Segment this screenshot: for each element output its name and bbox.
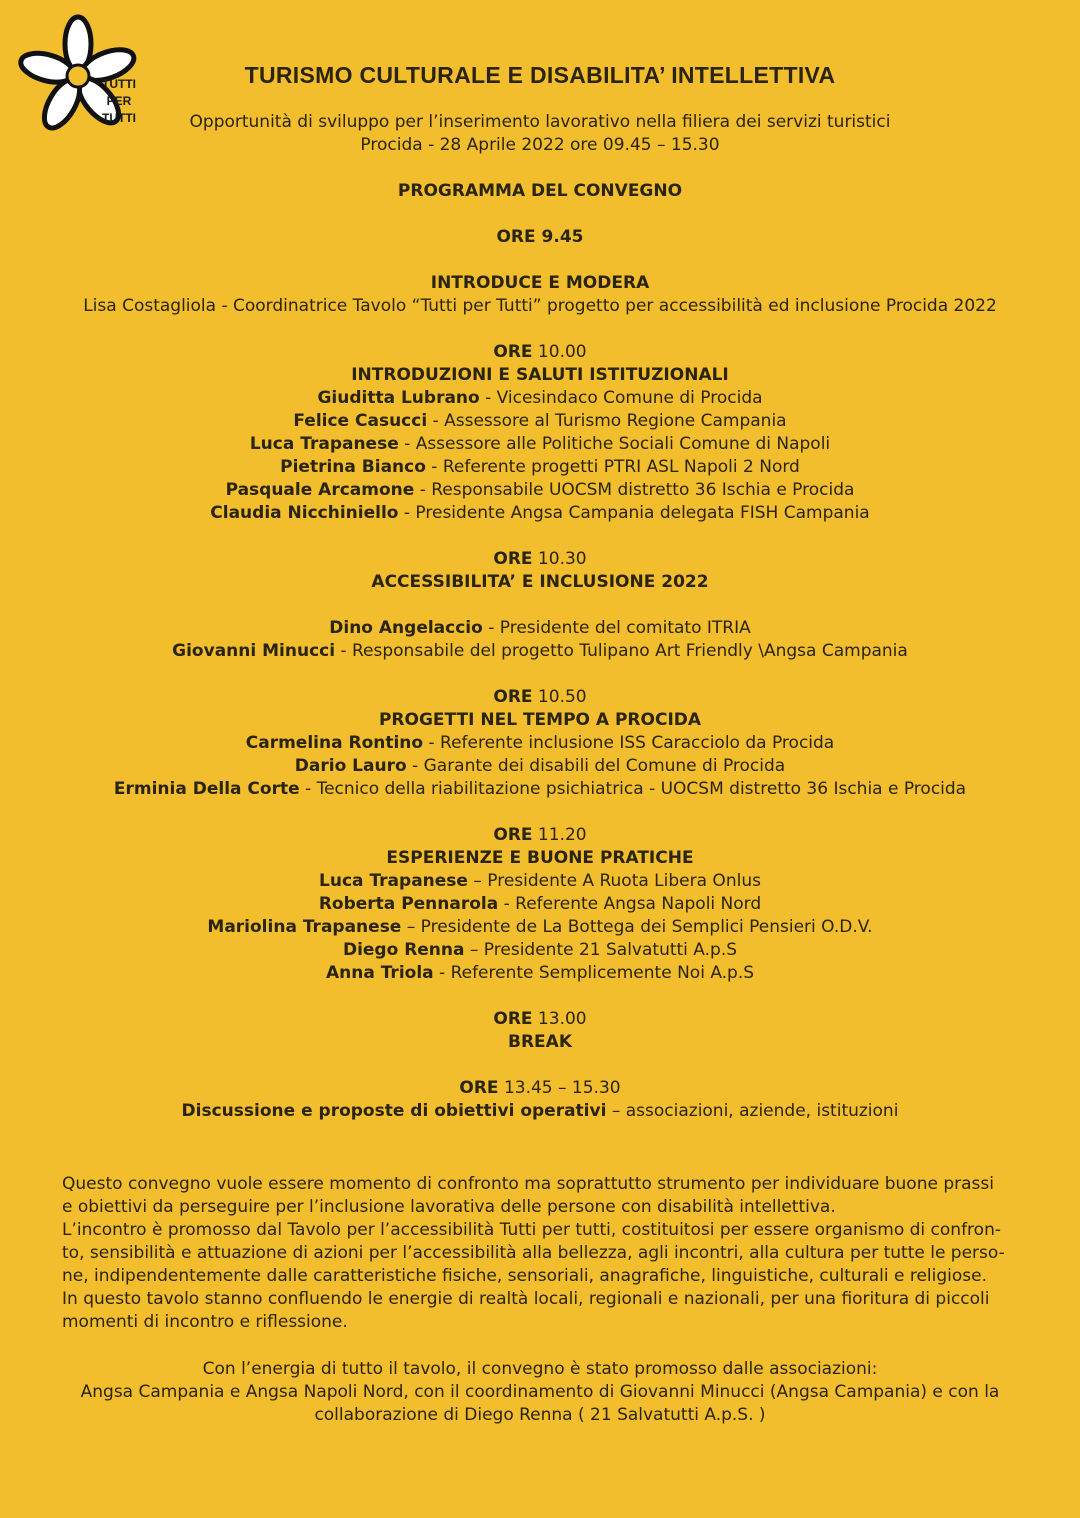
- speaker-name: Diego Renna: [342, 940, 465, 960]
- time-label: ORE: [493, 549, 533, 569]
- speaker-name: Anna Triola: [325, 963, 434, 983]
- speaker-line: [0, 502, 1080, 525]
- paragraph-line: momenti di incontro e riflessione.: [62, 1312, 348, 1332]
- speaker-line: [0, 456, 1080, 479]
- speaker-line: [0, 387, 1080, 410]
- speaker-name: Erminia Della Corte: [113, 779, 300, 799]
- session-time: [0, 548, 1080, 571]
- speaker-role: - Responsabile UOCSM distretto 36 Ischia e Procida: [414, 480, 855, 500]
- time-label: ORE: [493, 1009, 533, 1029]
- speaker-role: - Garante dei disabili del Comune di Procida: [406, 756, 786, 776]
- speaker-role: - Assessore alle Politiche Sociali Comune di Napoli: [398, 434, 831, 454]
- session-title: INTRODUCE E MODERA: [430, 273, 650, 293]
- speaker-line: [0, 939, 1080, 962]
- speaker-name: Felice Casucci: [293, 411, 428, 431]
- session-time: ORE 9.45: [496, 227, 584, 247]
- session-title: ACCESSIBILITA’ E INCLUSIONE 2022: [371, 572, 709, 592]
- time-value: 11.20: [532, 825, 587, 845]
- time-value: 13.45 – 15.30: [498, 1078, 621, 1098]
- speaker-name: Claudia Nicchiniello: [210, 503, 399, 523]
- speaker-line: [0, 640, 1080, 663]
- speaker-name: Dino Angelaccio: [329, 618, 483, 638]
- speaker-line: [0, 962, 1080, 985]
- session-title: INTRODUZIONI E SALUTI ISTITUZIONALI: [351, 365, 729, 385]
- closing-line: Con l’energia di tutto il tavolo, il convegno è stato promosso dalle associazioni:: [202, 1359, 878, 1379]
- speaker-line: [0, 433, 1080, 456]
- subtitle: [0, 111, 1080, 157]
- session-time: [0, 1077, 1080, 1100]
- paragraph-line: e obiettivi da perseguire per l’inclusione lavorativa delle persone con disabilità intellettiva.: [62, 1197, 836, 1217]
- session-title: BREAK: [508, 1032, 572, 1052]
- speaker-name: Pasquale Arcamone: [225, 480, 415, 500]
- session-title: PROGETTI NEL TEMPO A PROCIDA: [378, 710, 702, 730]
- logo-line: PER: [106, 94, 132, 108]
- speaker-role: - Presidente del comitato ITRIA: [482, 618, 751, 638]
- speaker-line: [0, 479, 1080, 502]
- speaker-line: [0, 410, 1080, 433]
- time-label: ORE: [493, 825, 533, 845]
- time-value: 10.50: [532, 687, 587, 707]
- speaker-line: [0, 870, 1080, 893]
- speaker-name: Luca Trapanese: [249, 434, 399, 454]
- paragraph-line: Questo convegno vuole essere momento di confronto ma soprattutto strumento per individuare buone prassi: [62, 1174, 994, 1194]
- session-time: [0, 1008, 1080, 1031]
- logo-line: TUTTI: [102, 111, 136, 125]
- time-value: 10.30: [532, 549, 587, 569]
- paragraph-line: ne, indipendentemente dalle caratteristiche fisiche, sensoriali, anagrafiche, linguistiche, culturali e religiose.: [62, 1266, 987, 1286]
- discussion-title: Discussione e proposte di obiettivi operativi: [181, 1101, 607, 1121]
- page-title: TURISMO CULTURALE E DISABILITA’ INTELLETTIVA: [244, 62, 836, 88]
- time-label: ORE: [459, 1078, 499, 1098]
- speaker-name: Giuditta Lubrano: [317, 388, 480, 408]
- session-time: [0, 824, 1080, 847]
- speaker-role: - Presidente Angsa Campania delegata FISH Campania: [398, 503, 870, 523]
- logo-line: TUTTI: [102, 77, 136, 91]
- subtitle-line: Opportunità di sviluppo per l’inserimento lavorativo nella filiera dei servizi turistici: [189, 112, 891, 132]
- discussion-detail: – associazioni, aziende, istituzioni: [606, 1101, 899, 1121]
- paragraph-line: to, sensibilità e attuazione di azioni per l’accessibilità alla bellezza, agli incontri, alla cultura per tutte le perso-: [62, 1243, 1005, 1263]
- speaker-name: Carmelina Rontino: [245, 733, 424, 753]
- session-time: [0, 341, 1080, 364]
- paragraph-line: In questo tavolo stanno confluendo le energie di realtà locali, regionali e nazionali, per una fioritura di piccoli: [62, 1289, 990, 1309]
- speaker-role: - Vicesindaco Comune di Procida: [479, 388, 763, 408]
- time-value: 10.00: [532, 342, 587, 362]
- program-heading: PROGRAMMA DEL CONVEGNO: [397, 181, 683, 201]
- speaker-role: - Tecnico della riabilitazione psichiatrica - UOCSM distretto 36 Ischia e Procida: [299, 779, 967, 799]
- closing-line: Angsa Campania e Angsa Napoli Nord, con il coordinamento di Giovanni Minucci (Angsa Campania) e con la: [80, 1382, 1000, 1402]
- speaker-role: – Presidente 21 Salvatutti A.p.S: [464, 940, 738, 960]
- header: [0, 60, 1080, 157]
- speaker-line: [0, 755, 1080, 778]
- speaker-role: - Referente Angsa Napoli Nord: [498, 894, 762, 914]
- speaker-role: – Presidente A Ruota Libera Onlus: [467, 871, 761, 891]
- speaker-role: - Responsabile del progetto Tulipano Art Friendly \Angsa Campania: [335, 641, 908, 661]
- speaker-name: Mariolina Trapanese: [207, 917, 402, 937]
- speaker-role: - Referente Semplicemente Noi A.p.S: [433, 963, 755, 983]
- moderator-line: Lisa Costagliola - Coordinatrice Tavolo “Tutti per Tutti” progetto per accessibilità ed inclusione Procida 2022: [83, 296, 997, 316]
- speaker-line: [0, 778, 1080, 801]
- paragraph-line: L’incontro è promosso dal Tavolo per l’accessibilità Tutti per tutti, costituitosi per essere organismo di confron-: [62, 1220, 1001, 1240]
- speaker-role: – Presidente de La Bottega dei Semplici Pensieri O.D.V.: [401, 917, 873, 937]
- time-value: 13.00: [532, 1009, 587, 1029]
- speaker-role: - Assessore al Turismo Regione Campania: [427, 411, 787, 431]
- speaker-name: Luca Trapanese: [319, 871, 468, 891]
- closing-line: collaborazione di Diego Renna ( 21 Salvatutti A.p.S. ): [314, 1405, 766, 1425]
- speaker-name: Giovanni Minucci: [172, 641, 336, 661]
- speaker-name: Pietrina Bianco: [280, 457, 426, 477]
- time-label: ORE: [493, 687, 533, 707]
- speaker-name: Roberta Pennarola: [318, 894, 499, 914]
- session-title: ESPERIENZE E BUONE PRATICHE: [386, 848, 694, 868]
- time-label: ORE: [493, 342, 533, 362]
- program: [0, 180, 1080, 1123]
- speaker-role: - Referente inclusione ISS Caracciolo da Procida: [423, 733, 835, 753]
- speaker-line: [0, 617, 1080, 640]
- discussion-line: [0, 1100, 1080, 1123]
- speaker-role: - Referente progetti PTRI ASL Napoli 2 Nord: [425, 457, 800, 477]
- description-paragraph: [62, 1173, 1022, 1334]
- closing-paragraph: [0, 1358, 1080, 1427]
- session-time: [0, 686, 1080, 709]
- speaker-line: [0, 893, 1080, 916]
- speaker-line: [0, 732, 1080, 755]
- date-line: Procida - 28 Aprile 2022 ore 09.45 – 15.30: [360, 135, 720, 155]
- speaker-name: Dario Lauro: [294, 756, 407, 776]
- speaker-line: [0, 916, 1080, 939]
